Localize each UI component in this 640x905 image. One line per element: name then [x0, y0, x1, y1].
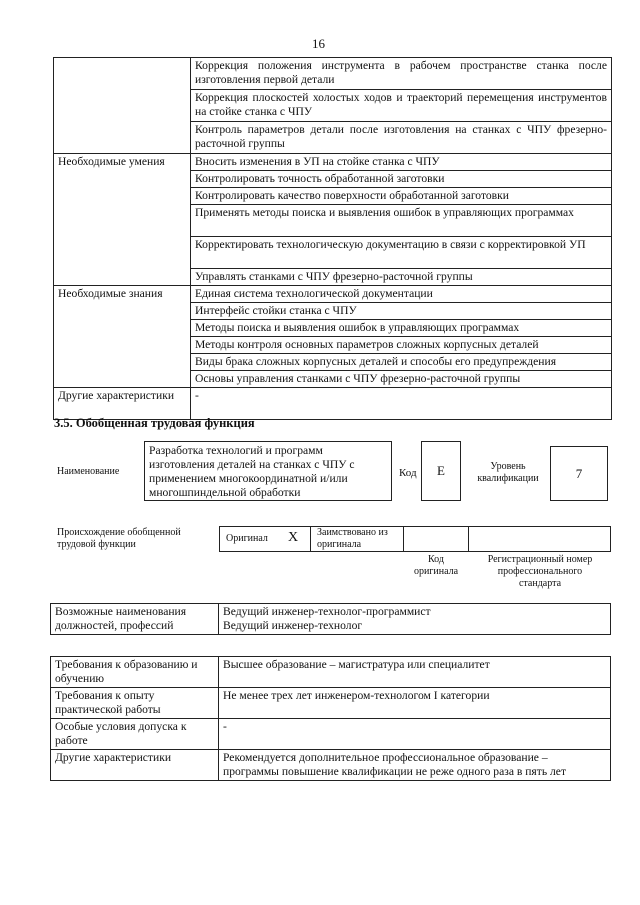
requirements-table — [50, 656, 611, 781]
position-item: Ведущий инженер-технолог — [223, 619, 363, 632]
other-label: Другие характеристики — [54, 388, 191, 420]
table-row: Применять методы поиска и выявления ошибок в управляющих программах — [191, 205, 612, 237]
requirement-label: Другие характеристики — [51, 750, 219, 781]
table-row: Контроль параметров детали после изготовления на станках с ЧПУ фрезерно-расточной группы — [191, 122, 612, 154]
borrowed-label: Заимствовано из оригинала — [317, 527, 388, 550]
original-mark: X — [288, 530, 299, 545]
reg-number-caption: Регистрационный номер профессионального стандарта — [487, 554, 593, 589]
table-row: Контролировать качество поверхности обработанной заготовки — [191, 188, 612, 205]
table-row: Вносить изменения в УП на стойке станка с ЧПУ — [191, 154, 612, 171]
requirement-label: Особые условия допуска к работе — [51, 719, 219, 750]
positions-values — [219, 604, 611, 635]
requirement-value: Не менее трех лет инженером-технологом I категории — [219, 688, 611, 719]
requirement-label: Требования к опыту практической работы — [51, 688, 219, 719]
table-row: Методы поиска и выявления ошибок в управляющих программах — [191, 320, 612, 337]
table-row: Виды брака сложных корпусных деталей и способы его предупреждения — [191, 354, 612, 371]
positions-table — [50, 603, 611, 635]
name-value: Разработка технологий и программ изготовления деталей на станках с ЧПУ с применением многокоординатной и/или многошпиндельной обработки — [149, 444, 355, 499]
group1-label-cell — [54, 58, 191, 154]
skills-label: Необходимые умения — [54, 154, 191, 286]
table-row: Коррекция положения инструмента в рабочем пространстве станка после изготовления первой детали — [191, 58, 612, 90]
requirement-value: Рекомендуется дополнительное профессиональное образование – программы повышение квалификации не реже одного раза в пять лет — [219, 750, 611, 781]
table-row: Управлять станками с ЧПУ фрезерно-расточной группы — [191, 269, 612, 286]
origin-label: Происхождение обобщенной трудовой функции — [57, 527, 181, 550]
level-value-box — [550, 446, 608, 501]
table-row: Контролировать точность обработанной заготовки — [191, 171, 612, 188]
reg-number-box — [468, 526, 611, 552]
other-value: - — [191, 388, 612, 420]
name-label: Наименование — [57, 466, 120, 477]
requirement-label: Требования к образованию и обучению — [51, 657, 219, 688]
labor-actions-table — [53, 57, 612, 420]
code-value-box — [421, 441, 461, 501]
section-title: 3.5. Обобщенная трудовая функция — [54, 416, 255, 430]
requirement-value: Высшее образование – магистратура или специалитет — [219, 657, 611, 688]
table-row: Интерфейс стойки станка с ЧПУ — [191, 303, 612, 320]
code-original-box — [403, 526, 469, 552]
positions-label: Возможные наименования должностей, профессий — [51, 604, 219, 635]
position-item: Ведущий инженер-технолог-программист — [223, 605, 431, 618]
requirement-value: - — [219, 719, 611, 750]
name-value-box — [144, 441, 392, 501]
page-number: 16 — [312, 36, 325, 51]
level-label: Уровень квалификации — [477, 461, 539, 484]
code-label: Код — [399, 467, 417, 479]
knowledge-label: Необходимые знания — [54, 286, 191, 388]
code-original-caption: Код оригинала — [413, 554, 459, 577]
original-label: Оригинал — [226, 533, 268, 544]
code-value: E — [437, 463, 445, 478]
table-row: Коррекция плоскостей холостых ходов и траекторий перемещения инструментов на стойке станка с ЧПУ — [191, 90, 612, 122]
level-value: 7 — [575, 466, 583, 481]
table-row: Методы контроля основных параметров сложных корпусных деталей — [191, 337, 612, 354]
table-row: Единая система технологической документации — [191, 286, 612, 303]
table-row: Корректировать технологическую документацию в связи с корректировкой УП — [191, 237, 612, 269]
table-row: Основы управления станками с ЧПУ фрезерно-расточной группы — [191, 371, 612, 388]
